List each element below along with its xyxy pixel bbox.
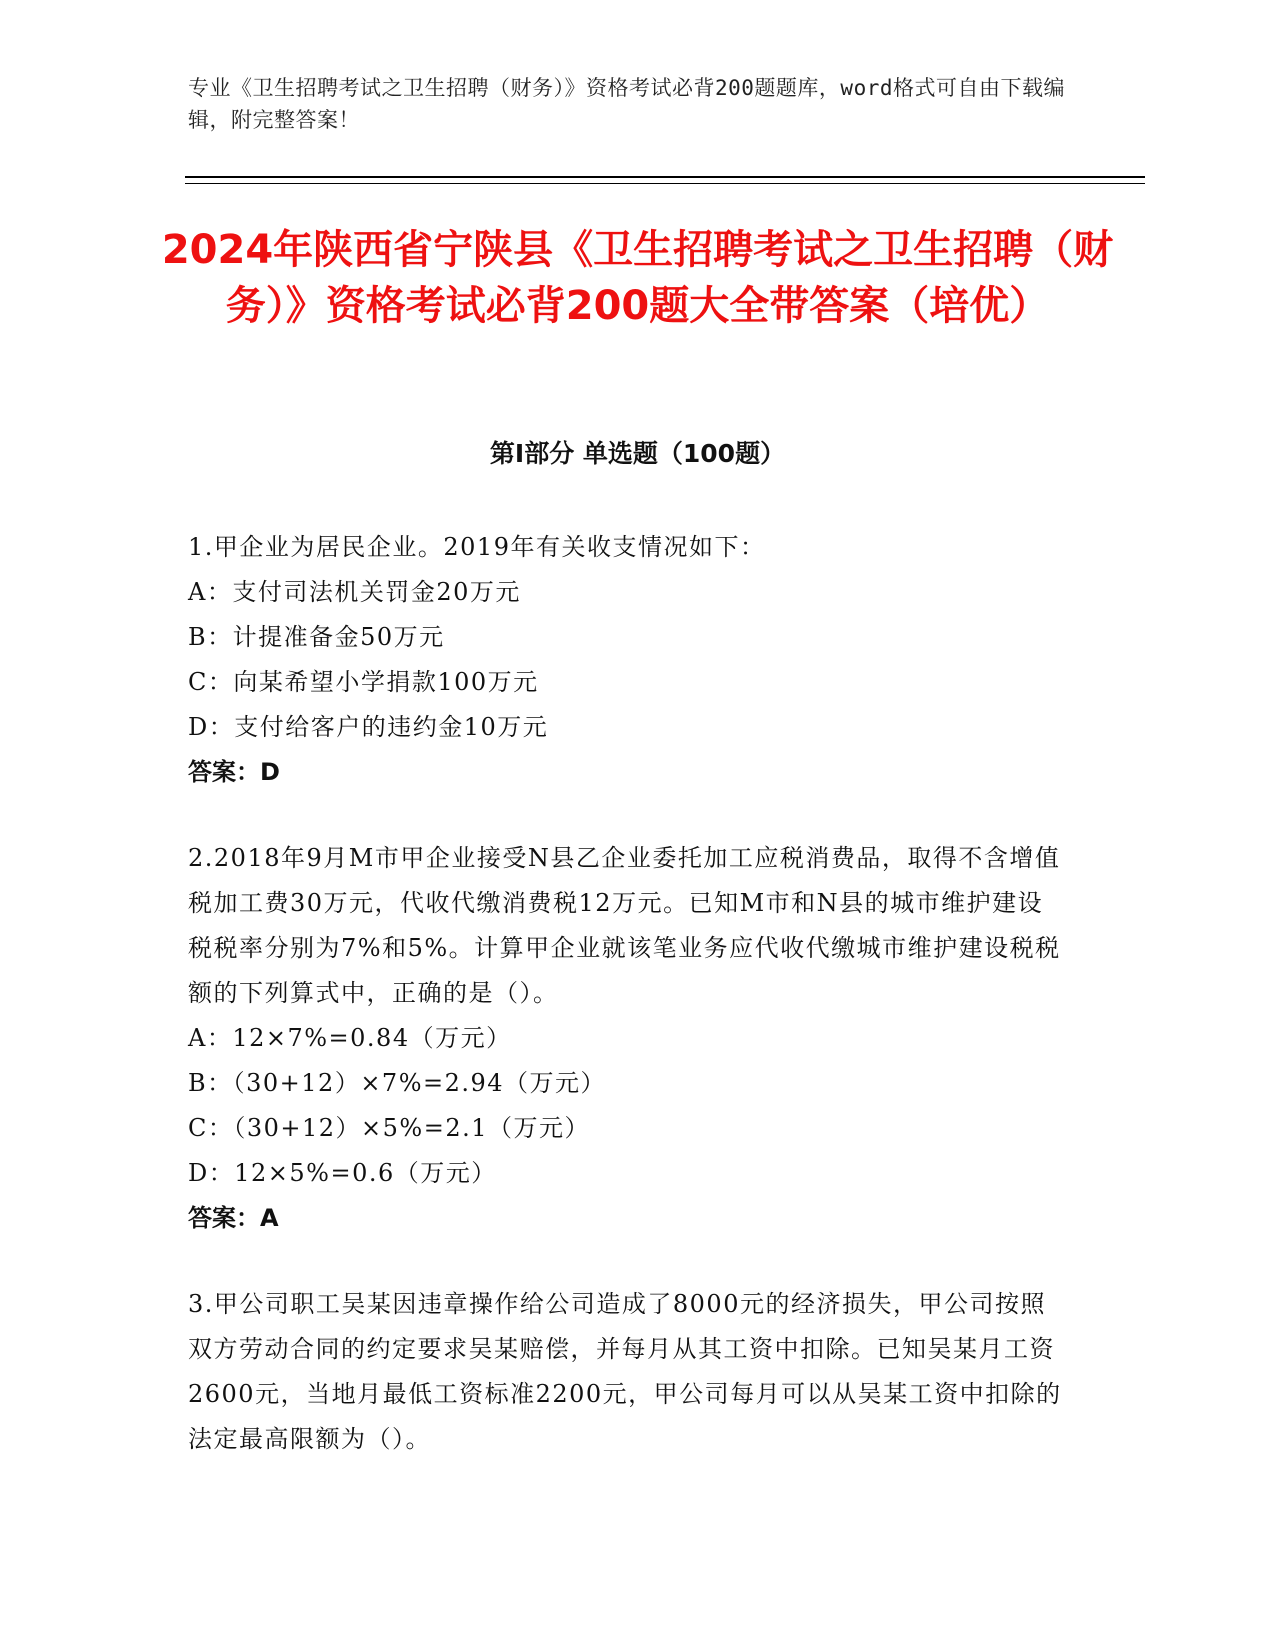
option-a: A：支付司法机关罚金20万元 — [188, 578, 521, 606]
section-title: 第I部分 单选题（100题） — [489, 439, 786, 468]
header-divider-thick — [185, 176, 1145, 178]
question-stem: 1.甲企业为居民企业。2019年有关收支情况如下： — [188, 533, 766, 561]
header-divider-thin — [185, 183, 1145, 184]
option-d: D：12×5%=0.6（万元） — [188, 1159, 497, 1187]
question-3 — [188, 1282, 1068, 1462]
question-2 — [188, 836, 1068, 1241]
header-note: 专业《卫生招聘考试之卫生招聘（财务）》资格考试必背200题题库，word格式可自由下载编辑，附完整答案！ — [188, 76, 1065, 132]
option-a: A：12×7%=0.84（万元） — [188, 1024, 512, 1052]
option-b: B：计提准备金50万元 — [188, 623, 445, 651]
question-1 — [188, 525, 1068, 795]
option-c: C：向某希望小学捐款100万元 — [188, 668, 539, 696]
option-c: C：（30+12）×5%=2.1（万元） — [188, 1114, 591, 1142]
option-b: B：（30+12）×7%=2.94（万元） — [188, 1069, 607, 1097]
answer-line: 答案：D — [188, 758, 280, 786]
question-stem: 2.2018年9月M市甲企业接受N县乙企业委托加工应税消费品，取得不含增值税加工费30万元，代收代缴消费税12万元。已知M市和N县的城市维护建设税税率分别为7%和5%。计算甲企业就该笔业务应代收代缴城市维护建设税税额的下列算式中，正确的是（）。 — [188, 844, 1061, 1007]
question-stem: 3.甲公司职工吴某因违章操作给公司造成了8000元的经济损失，甲公司按照双方劳动合同的约定要求吴某赔偿，并每月从其工资中扣除。已知吴某月工资2600元，当地月最低工资标准2200元，甲公司每月可以从吴某工资中扣除的法定最高限额为（）。 — [188, 1290, 1062, 1453]
answer-line: 答案：A — [188, 1204, 279, 1232]
question-list — [188, 525, 1068, 1503]
document-title: 2024年陕西省宁陕县《卫生招聘考试之卫生招聘（财务）》资格考试必背200题大全带答案（培优） — [161, 227, 1114, 329]
option-d: D：支付给客户的违约金10万元 — [188, 713, 549, 741]
